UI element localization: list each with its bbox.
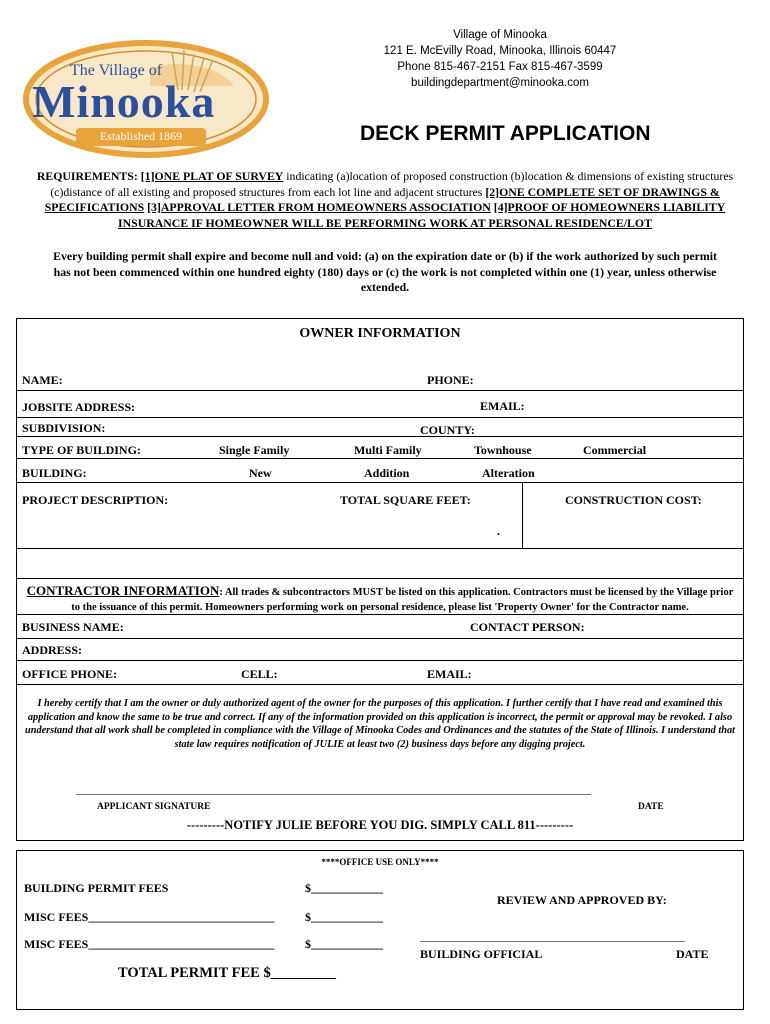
cell-field[interactable]: CELL: (241, 667, 278, 681)
office-use-heading: ****OFFICE USE ONLY**** (321, 857, 439, 867)
divider (16, 436, 744, 437)
org-address: 121 E. McEvilly Road, Minooka, Illinois 60447 (383, 45, 617, 57)
signature-line[interactable]: _______________________________________________________________________________________________________ (76, 785, 591, 796)
business-name-field[interactable]: BUSINESS NAME: (22, 620, 124, 634)
logo-main-text: Minooka (32, 76, 216, 127)
misc-fees-2-field[interactable]: MISC FEES_______________________________ (24, 937, 275, 951)
total-square-feet-field[interactable]: TOTAL SQUARE FEET: (340, 493, 471, 507)
divider (16, 660, 744, 661)
divider (522, 482, 523, 548)
applicant-signature-label: APPLICANT SIGNATURE (97, 802, 211, 812)
requirement-4: [4]PROOF OF HOMEOWNERS LIABILITY INSURANCE IF HOMEOWNER WILL BE PERFORMING WORK AT PERSONAL RESIDENCE/LOT (118, 200, 726, 230)
construction-cost-field[interactable]: CONSTRUCTION COST: (565, 493, 702, 507)
option-commercial[interactable]: Commercial (583, 443, 647, 457)
application-form-box (16, 318, 744, 841)
divider (16, 482, 744, 483)
misc-fees-1-amount[interactable]: $____________ (305, 910, 383, 924)
county-field[interactable]: COUNTY: (420, 423, 475, 437)
divider (16, 417, 744, 418)
requirement-3: [3]APPROVAL LETTER FROM HOMEOWNERS ASSOCIATION (147, 200, 491, 214)
misc-fees-1-field[interactable]: MISC FEES_______________________________ (24, 910, 275, 924)
logo-established-text: Established 1869 (99, 129, 183, 143)
divider (16, 390, 744, 391)
owner-email-field[interactable]: EMAIL: (480, 399, 525, 413)
option-single-family[interactable]: Single Family (219, 443, 290, 457)
signature-date-label: DATE (638, 802, 664, 812)
logo-top-text: The Village of (70, 62, 163, 79)
option-new[interactable]: New (249, 466, 272, 480)
official-signature-line[interactable]: _____________________________________________________ (420, 932, 685, 943)
requirement-1: [1]ONE PLAT OF SURVEY (140, 169, 284, 183)
subdivision-field[interactable]: SUBDIVISION: (22, 421, 106, 435)
divider (16, 578, 744, 579)
building-official-label: BUILDING OFFICIAL (420, 947, 543, 961)
option-alteration[interactable]: Alteration (482, 466, 535, 480)
owner-information-heading: OWNER INFORMATION (299, 326, 461, 341)
stray-dot: . (497, 524, 500, 538)
building-permit-fees-label: BUILDING PERMIT FEES (24, 881, 169, 895)
owner-phone-field[interactable]: PHONE: (427, 373, 474, 387)
official-date-label: DATE (676, 947, 709, 961)
building-permit-fees-field[interactable]: $____________ (305, 881, 383, 895)
divider (16, 638, 744, 639)
building-label: BUILDING: (22, 466, 87, 480)
org-email: buildingdepartment@minooka.com (411, 77, 589, 89)
divider (16, 548, 744, 549)
contractor-email-field[interactable]: EMAIL: (427, 667, 472, 681)
option-townhouse[interactable]: Townhouse (474, 443, 532, 457)
certification-statement: I hereby certify that I am the owner or duly authorized agent of the owner for the purposes of this application. I further certify that I have read and examined this application and know the same to be true and correct. If any of the information provided on this application is incorrect, the permit or approval may be revoked. I also understand that all work shall be completed in compliance with the Village of Minooka Codes and Ordinances and the statutes of the State of Illinois. I understand that state law requires notification of JULIE at least two (2) business days before any digging project. (24, 698, 735, 750)
owner-name-field[interactable]: NAME: (22, 373, 63, 387)
julie-notice: ---------NOTIFY JULIE BEFORE YOU DIG. SIMPLY CALL 811--------- (186, 818, 574, 832)
project-description-field[interactable]: PROJECT DESCRIPTION: (22, 493, 169, 507)
misc-fees-2-amount[interactable]: $____________ (305, 937, 383, 951)
divider (16, 458, 744, 459)
org-name: Village of Minooka (453, 29, 547, 41)
review-approved-label: REVIEW AND APPROVED BY: (497, 893, 667, 907)
form-title: DECK PERMIT APPLICATION (360, 122, 651, 145)
building-type-label: TYPE OF BUILDING: (22, 443, 141, 457)
divider (16, 684, 744, 685)
option-multi-family[interactable]: Multi Family (354, 443, 422, 457)
contractor-address-field[interactable]: ADDRESS: (22, 643, 83, 657)
contractor-information-heading: CONTRACTOR INFORMATION (26, 583, 220, 598)
village-logo (22, 40, 270, 158)
divider (16, 614, 744, 615)
office-phone-field[interactable]: OFFICE PHONE: (22, 667, 117, 681)
contractor-information-block: CONTRACTOR INFORMATION: All trades & subcontractors MUST be listed on this application. Contractors must be licensed by the Village prior to the issuance of this permit. Homeowners performing work on personal residence, please list 'Property Owner' for the Contractor name. (26, 583, 734, 613)
office-use-box (16, 850, 744, 1010)
letterhead (340, 27, 660, 91)
jobsite-address-field[interactable]: JOBSITE ADDRESS: (22, 400, 136, 414)
expiry-notice: Every building permit shall expire and become null and void: (a) on the expiration date or (b) if the work authorized by such permit has not been commenced within one hundred eighty (180) days or (c) the work is not completed within one (1) year, unless otherwise extended. (53, 249, 717, 294)
option-addition[interactable]: Addition (364, 466, 410, 480)
total-permit-fee-field[interactable]: TOTAL PERMIT FEE $_________ (118, 965, 336, 981)
contact-person-field[interactable]: CONTACT PERSON: (470, 620, 585, 634)
requirements-text: REQUIREMENTS: [1]ONE PLAT OF SURVEY indicating (a)location of proposed construction (b)location & dimensions of existing structures (c)distance of all existing and proposed structures from each lot line and adjacent structures [2]ONE COMPLETE SET OF DRAWINGS & SPECIFICATIONS [3]APPROVAL LETTER FROM HOMEOWNERS ASSOCIATION [4]PROOF OF HOMEOWNERS LIABILITY INSURANCE IF HOMEOWNER WILL BE PERFORMING WORK AT PERSONAL RESIDENCE/LOT (36, 169, 734, 230)
requirement-2: [2]ONE COMPLETE SET OF DRAWINGS & SPECIFICATIONS (44, 184, 720, 214)
org-phone-fax: Phone 815-467-2151 Fax 815-467-3599 (397, 61, 603, 73)
